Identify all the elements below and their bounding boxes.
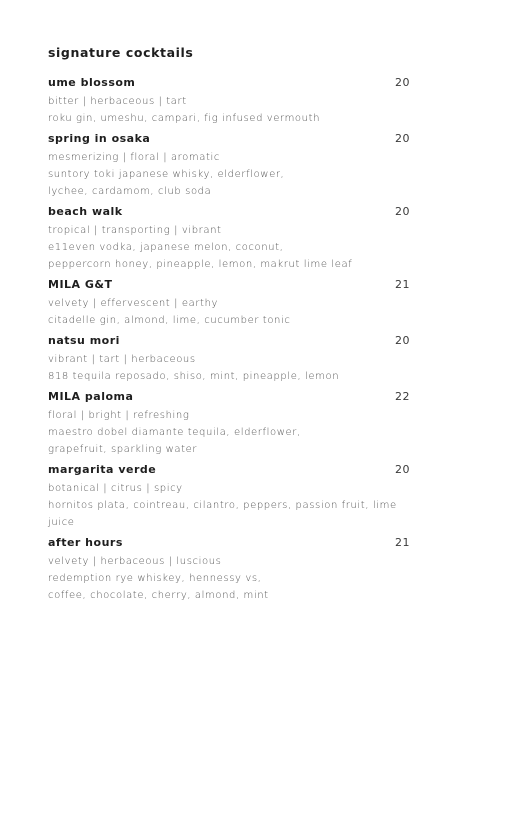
menu-item-beach-walk xyxy=(48,205,410,273)
menu-item-tags: tropical | transporting | vibrant xyxy=(48,225,222,236)
menu-item-price: 20 xyxy=(395,334,410,347)
menu-item-name: beach walk xyxy=(48,205,123,218)
menu-item-natsu-mori xyxy=(48,334,410,385)
menu-item-name: MILA G&T xyxy=(48,278,113,291)
menu-item-ingredients: coffee, chocolate, cherry, almond, mint xyxy=(48,590,269,601)
menu-item-ingredients: peppercorn honey, pineapple, lemon, makrut lime leaf xyxy=(48,259,353,270)
menu-item-tags: botanical | citrus | spicy xyxy=(48,483,183,494)
menu-item-name: after hours xyxy=(48,536,123,549)
menu-item-header xyxy=(48,536,410,553)
menu-item-price: 20 xyxy=(395,132,410,145)
menu-item-tags: velvety | herbaceous | luscious xyxy=(48,556,222,567)
menu-item-ingredients: suntory toki japanese whisky, elderflower, xyxy=(48,169,285,180)
menu-item-tags: floral | bright | refreshing xyxy=(48,410,190,421)
menu-item-ingredients: hornitos plata, cointreau, cilantro, peppers, passion fruit, lime juice xyxy=(48,500,397,528)
menu-item-ingredients: e11even vodka, japanese melon, coconut, xyxy=(48,242,284,253)
menu-item-header xyxy=(48,390,410,407)
menu-item-spring-in-osaka xyxy=(48,132,410,200)
menu-item-header xyxy=(48,463,410,480)
menu-item-header xyxy=(48,334,410,351)
menu-item-ingredients: citadelle gin, almond, lime, cucumber tonic xyxy=(48,315,291,326)
menu-item-header xyxy=(48,205,410,222)
menu-item-price: 21 xyxy=(395,278,410,291)
menu-item-ingredients: grapefruit, sparkling water xyxy=(48,444,198,455)
menu-item-mila-paloma xyxy=(48,390,410,458)
menu-item-price: 20 xyxy=(395,463,410,476)
menu-item-name: margarita verde xyxy=(48,463,157,476)
menu-item-tags: mesmerizing | floral | aromatic xyxy=(48,152,220,163)
menu-item-name: ume blossom xyxy=(48,76,136,89)
menu-item-margarita-verde xyxy=(48,463,410,531)
menu-item-mila-g-and-t xyxy=(48,278,410,329)
menu-item-price: 21 xyxy=(395,536,410,549)
menu-item-header xyxy=(48,132,410,149)
menu-item-header xyxy=(48,278,410,295)
menu-item-after-hours xyxy=(48,536,410,604)
menu-item-ingredients: lychee, cardamom, club soda xyxy=(48,186,212,197)
menu-item-price: 22 xyxy=(395,390,410,403)
menu-page xyxy=(48,44,410,609)
menu-item-tags: velvety | effervescent | earthy xyxy=(48,298,219,309)
menu-item-name: spring in osaka xyxy=(48,132,151,145)
menu-item-price: 20 xyxy=(395,205,410,218)
menu-item-tags: vibrant | tart | herbaceous xyxy=(48,354,196,365)
menu-item-price: 20 xyxy=(395,76,410,89)
menu-item-tags: bitter | herbaceous | tart xyxy=(48,96,187,107)
menu-item-ingredients: redemption rye whiskey, hennessy vs, xyxy=(48,573,262,584)
menu-item-ingredients: roku gin, umeshu, campari, fig infused vermouth xyxy=(48,113,321,124)
menu-item-ingredients: maestro dobel diamante tequila, elderflower, xyxy=(48,427,301,438)
menu-item-ingredients: 818 tequila reposado, shiso, mint, pineapple, lemon xyxy=(48,371,340,382)
menu-item-header xyxy=(48,76,410,93)
section-title: signature cocktails xyxy=(48,45,194,60)
menu-item-name: MILA paloma xyxy=(48,390,134,403)
menu-item-ume-blossom xyxy=(48,76,410,127)
menu-item-name: natsu mori xyxy=(48,334,120,347)
